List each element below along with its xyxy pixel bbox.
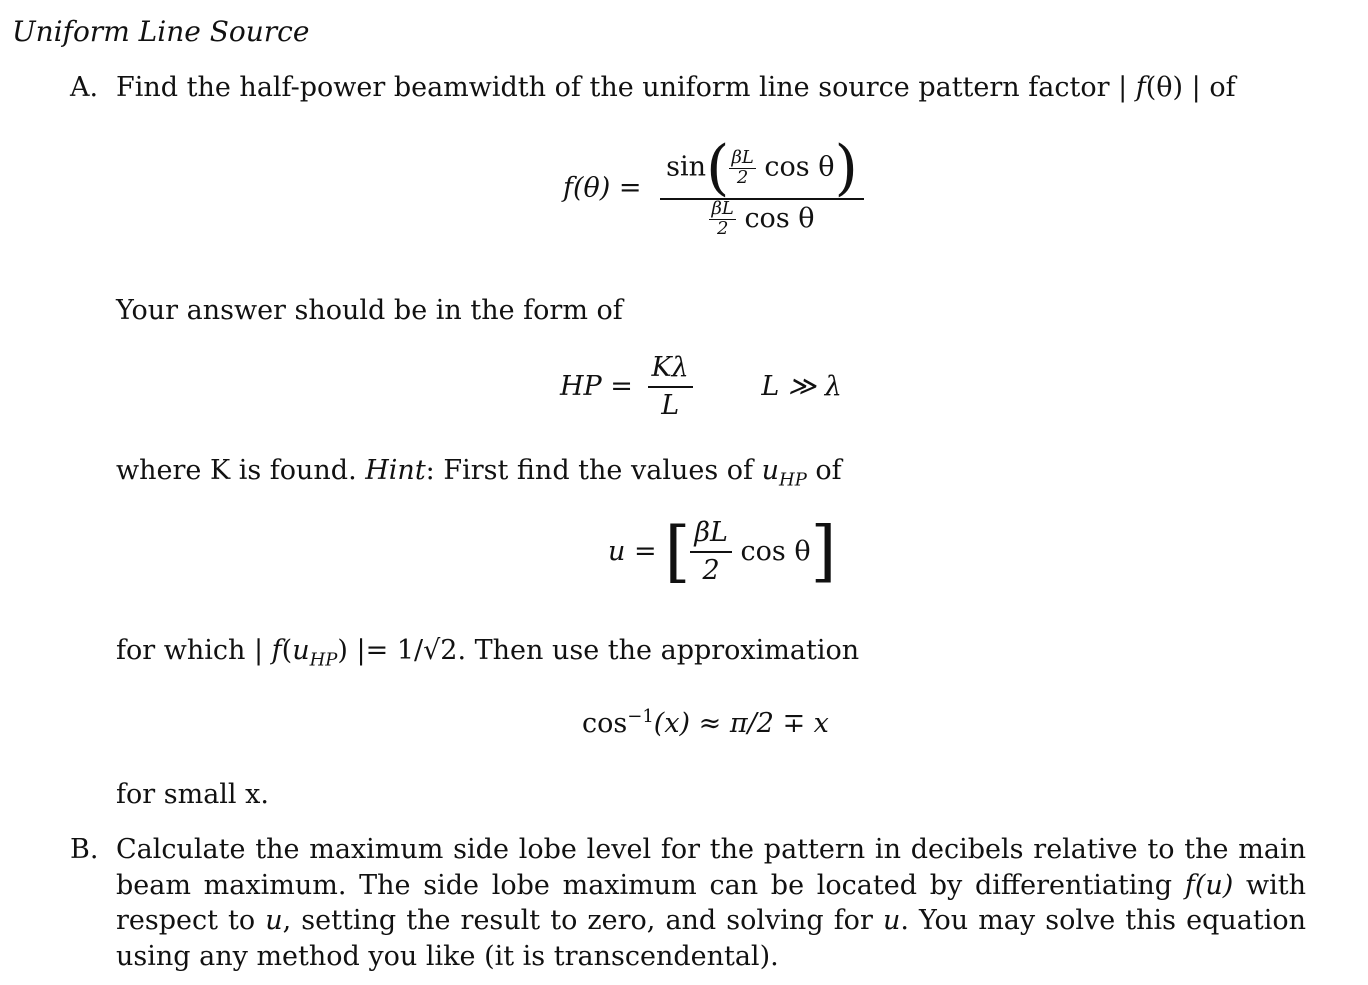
part-b-text: Calculate the maximum side lobe level for the pattern in decibels relative to the main beam maximum. The side lobe maximum can be located by differentiating f(u) with respect to u, setting the result to zero, and solving for u. You may solve this equation using any method you like (it is transcendental). xyxy=(116,834,1306,972)
eq3-fraction xyxy=(690,515,732,588)
eq2-numerator: Kλ xyxy=(648,350,693,388)
arccos-approximation-equation xyxy=(582,705,829,742)
eq1-fraction xyxy=(660,133,864,239)
eq1-den-frac: $\frac{\beta L}{2}$ xyxy=(711,198,734,239)
eq1-sin: sin xyxy=(666,151,707,183)
eq4-rest: (x) ≈ π/2 ∓ x xyxy=(653,708,829,739)
eq2-lhs: HP = xyxy=(560,370,633,402)
eq1-den-cos: cos θ xyxy=(744,202,815,234)
part-a-intro: Find the half-power beamwidth of the uniform line source pattern factor | f(θ) | of xyxy=(116,72,1236,103)
eq3-denominator: 2 xyxy=(702,554,720,586)
eq3-numerator: βL xyxy=(690,515,732,553)
eq2-condition: L ≫ λ xyxy=(761,370,842,402)
part-a-marker: A. xyxy=(70,72,99,103)
u-definition-equation: u = [ $\frac{\beta L}{2}$ cos θ] xyxy=(608,512,837,590)
small-x-text: for small x. xyxy=(116,779,269,810)
eq1-numerator: sin( $\frac{\beta L}{2}$ cos θ) xyxy=(660,138,864,200)
hint-text: where K is found. Hint: First find the values of $u_{HP}$ of xyxy=(116,455,842,491)
beamwidth-equation xyxy=(560,350,842,423)
answer-form-text: Your answer should be in the form of xyxy=(116,295,623,326)
eq2-denominator: L xyxy=(661,389,680,421)
eq3-lhs: u = xyxy=(608,535,657,567)
eq1-lhs: f(θ) = xyxy=(563,172,642,204)
eq1-num-cos: cos θ xyxy=(764,151,835,183)
eq4-sup: −1 xyxy=(627,706,654,727)
eq3-cos: cos θ xyxy=(740,535,811,567)
eq1-num-frac: $\frac{\beta L}{2}$ xyxy=(731,146,754,188)
eq4-cos: cos xyxy=(582,708,628,739)
half-power-condition-text: for which | $f(u_{HP})$ |= 1/√2. Then use the approximation xyxy=(116,635,860,671)
pattern-factor-equation xyxy=(563,133,864,239)
part-b-marker: B. xyxy=(70,834,99,865)
section-title: Uniform Line Source xyxy=(12,15,310,48)
eq2-fraction xyxy=(648,350,693,423)
eq1-denominator xyxy=(660,200,864,239)
